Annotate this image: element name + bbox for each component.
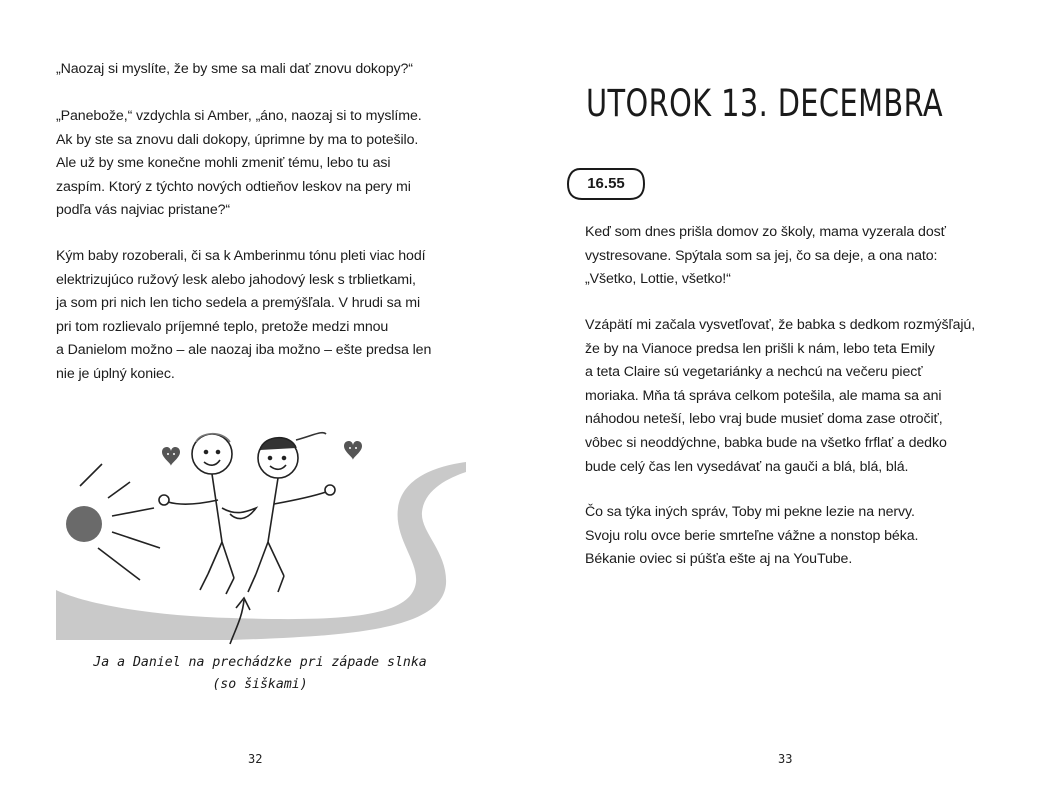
text-line: náhodou neteší, lebo vraj bude musieť doma zase otročiť, [585, 411, 943, 428]
text-line: pri tom rozlievalo príjemné teplo, pretože medzi mnou [56, 318, 389, 335]
couple-walking-illustration [50, 412, 470, 662]
text-line: „Všetko, Lottie, všetko!“ [585, 271, 731, 288]
text-line: „Panebože,“ vzdychla si Amber, „áno, naozaj si to myslíme. [56, 108, 422, 124]
text-line: elektrizujúco ružový lesk alebo jahodový lesk s trblietkami, [56, 271, 416, 288]
paragraph [585, 501, 918, 572]
text-line: bude celý čas len vysedávať na gauči a blá, blá, blá. [585, 458, 909, 475]
paragraph [585, 314, 975, 479]
text-line: moriaka. Mňa tá správa celkom potešila, ale mama sa ani [585, 387, 942, 404]
text-line: vôbec si neoddýchne, babka bude na všetko frflať a dedko [585, 434, 947, 451]
page-number: 32 [248, 752, 263, 766]
time-label: 16.55 [587, 175, 625, 192]
text-line: Ak by ste sa znovu dali dokopy, úprimne by ma to potešilo. [56, 131, 419, 148]
road [56, 462, 466, 640]
text-line: Kým baby rozoberali, či sa k Amberinmu tónu pleti viac hodí [56, 248, 426, 264]
text-line: a Danielom možno – ale naozaj iba možno – ešte predsa len [56, 342, 432, 359]
page-number: 33 [778, 752, 793, 766]
paragraph [56, 58, 413, 82]
paragraph [585, 221, 946, 292]
paragraph [56, 105, 422, 223]
time-badge [566, 166, 646, 202]
girl-figure [248, 433, 335, 592]
text-line: nie je úplný koniec. [56, 365, 175, 382]
caption-line: (so šiškami) [212, 677, 308, 692]
text-line: Čo sa týka iných správ, Toby mi pekne lezie na nervy. [585, 504, 915, 520]
text-line: Békanie oviec si púšťa ešte aj na YouTube. [585, 551, 853, 568]
text-line: ja som pri nich len ticho sedela a premýšľala. V hrudi sa mi [56, 295, 421, 312]
heart-icon [344, 441, 362, 460]
sun-icon [66, 464, 160, 580]
text-line: „Naozaj si myslíte, že by sme sa mali dať znovu dokopy?“ [56, 61, 413, 77]
text-line: vystresovane. Spýtala som sa jej, čo sa deje, a ona nato: [585, 247, 938, 264]
text-line: podľa vás najviac pristane?“ [56, 202, 231, 219]
caption-line: Ja a Daniel na prechádzke pri západe slnka [93, 655, 427, 670]
text-line: Vzápätí mi začala vysvetľovať, že babka s dedkom rozmýšľajú, [585, 317, 976, 333]
illustration-caption [60, 652, 460, 696]
holding-hands [222, 508, 256, 519]
text-line: Svoju rolu ovce berie smrteľne vážne a nonstop béka. [585, 527, 919, 544]
text-line: že by na Vianoce predsa len prišli k nám, lebo teta Emily [585, 340, 935, 357]
text-line: Ale už by sme konečne mohli zmeniť tému, lebo tu asi [56, 155, 391, 172]
paragraph [56, 245, 431, 387]
heart-icon [162, 447, 180, 466]
text-line: zaspím. Ktorý z týchto nových odtieňov leskov na pery mi [56, 178, 411, 195]
text-line: a teta Claire sú vegetariánky a nechcú na večeru piecť [585, 364, 923, 381]
chapter-title: UTOROK 13. DECEMBRA [586, 82, 943, 125]
text-line: Keď som dnes prišla domov zo školy, mama vyzerala dosť [585, 224, 946, 240]
